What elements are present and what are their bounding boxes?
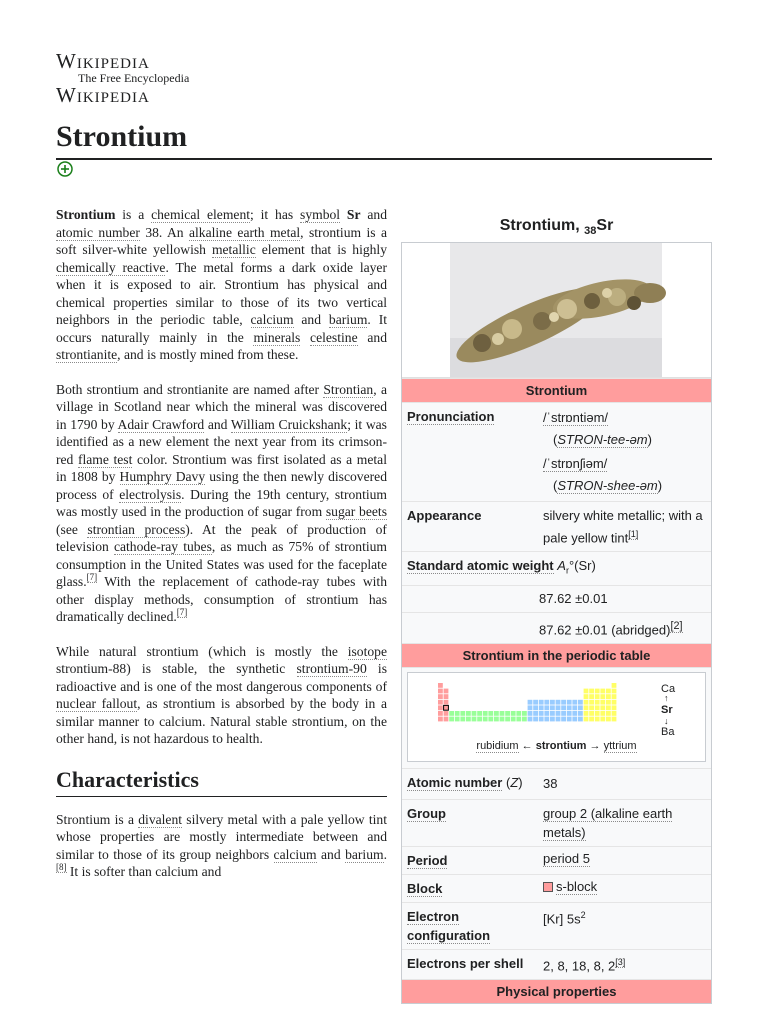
element-cell [483,711,488,716]
atomic-number-value: 38 [543,776,558,792]
element-cell [584,717,589,722]
element-cell [572,706,577,711]
row-atomic-number: Atomic number (Z) 38 [402,768,711,799]
element-cell [449,717,454,722]
row-block [402,874,711,902]
element-cell [516,711,521,716]
element-cell [544,711,549,716]
s-block-color-icon [543,882,553,892]
element-cell [483,717,488,722]
element-cell [444,717,449,722]
atomic-weight-value: 87.62 ±0.01 [402,585,711,612]
element-cell [606,717,611,722]
element-cell [477,711,482,716]
element-cell [589,717,594,722]
element-cell [589,700,594,705]
element-cell [589,689,594,694]
standard-atomic-weight-label[interactable]: Standard atomic weight [407,558,554,574]
citation-7[interactable]: [7] [86,572,98,583]
element-cell [612,717,617,722]
electrons-per-shell-label: Electrons per shell [407,956,524,972]
element-cell [544,717,549,722]
element-cell [572,711,577,716]
link-cathode-ray-tubes[interactable]: cathode-ray tubes [113,539,212,554]
element-cell [550,711,555,716]
logo-wordmark: Wikipedia [56,49,150,73]
section-heading-characteristics: Characteristics [56,766,199,792]
link-barium-2[interactable]: barium [345,846,384,862]
row-appearance [402,501,711,551]
block-value-link[interactable]: s-block [556,879,598,895]
period-value-link[interactable]: period 5 [543,851,590,867]
article-body [56,206,387,898]
element-cell [511,711,516,716]
element-cell [466,711,471,716]
element-cell [550,700,555,705]
neighbor-right-yttrium[interactable]: yttrium [603,740,637,753]
element-cell [511,717,516,722]
element-cell [455,717,460,722]
link-symbol[interactable]: symbol [300,207,341,222]
title-divider [56,158,712,160]
element-cell [494,711,499,716]
element-cell [500,711,505,716]
citation-8[interactable]: [8] [56,862,67,873]
link-isotope[interactable]: isotope [347,643,387,659]
periodic-table-section [402,667,711,768]
element-cell [438,689,443,694]
element-cell [584,689,589,694]
electron-configuration-label[interactable]: Electron configuration [407,909,491,944]
link-strontium-90[interactable]: strontium-90 [296,661,367,676]
link-chemically-reactive[interactable]: chemically reactive [56,259,166,275]
element-cell [505,711,510,716]
electrons-per-shell-value: 2, 8, 18, 8, 2 [543,958,616,974]
row-pronunciation: Pronunciation /ˈstrɒntiəm/ (STRON-tee-əm) /ˈstrɒnʃiəm/ (STRON-shee-əm) [402,402,711,501]
element-cell [544,700,549,705]
link-flame-test[interactable]: flame test [77,451,133,467]
element-cell [533,711,538,716]
element-cell [444,694,449,699]
element-cell [556,706,561,711]
characteristics-paragraph: Strontium is a divalent silvery metal with a pale yellow tint whose properties are mostly intermediate between and similar to those of its group neighbors calcium and barium.[8] It is softer than calcium and [56,811,387,879]
element-cell [550,706,555,711]
element-cell [600,700,605,705]
element-cell [612,700,617,705]
element-cell [522,717,527,722]
neighbor-left-rubidium[interactable]: rubidium [476,740,519,753]
row-period [402,846,711,874]
element-cell [466,717,471,722]
element-cell [567,706,572,711]
element-cell [444,711,449,716]
link-adair-crawford[interactable]: Adair Crawford [117,416,205,432]
ipa-pronunciation-1[interactable]: /ˈstrɒntiəm/ [543,410,609,425]
row-electrons-per-shell [402,949,711,978]
neighbor-below-barium[interactable]: Ba [661,726,675,739]
element-cell [612,694,617,699]
link-william-cruickshank[interactable]: William Cruickshank [230,416,348,432]
element-cell [539,706,544,711]
element-cell [584,700,589,705]
neighbor-above-calcium[interactable]: Ca [661,683,676,696]
link-humphry-davy[interactable]: Humphry Davy [119,469,206,484]
expand-plus-icon[interactable] [57,161,73,177]
element-cell [612,683,617,688]
element-cell [505,717,510,722]
page-title: Strontium [56,120,188,153]
pronunciation-label[interactable]: Pronunciation [407,409,495,424]
link-barium[interactable]: barium [328,312,368,327]
element-cell [516,717,521,722]
row-group [402,799,711,846]
element-cell [561,700,566,705]
intro-paragraph-2: Both strontium and strontianite are named after Strontian, a village in Scotland near which the mineral was discovered in 1790 by Adair Crawford and William Cruickshank; it was identified as a new element the next year from its crimson-red flame test color. Strontium was first isolated as a metal in 1808 by Humphry Davy using the then newly discovered process of electrolysis. During the 19th century, strontium was mostly used in the production of sugar from sugar beets (see strontian process). At the peak of production of television cathode-ray tubes, as much as 75% of strontium consumption in the United States was used for the faceplate glass.[7] With the replacement of cathode-ray tubes with other display methods, consumption of strontium has dramatically declined.[7] [56,381,387,624]
arrow-down-icon: ↓ [664,716,669,727]
infobox [401,210,712,1004]
element-cell [584,711,589,716]
element-cell [595,711,600,716]
element-cell [500,717,505,722]
block-label[interactable]: Block [407,881,443,897]
link-atomic-number[interactable]: atomic number [56,224,140,240]
strontium-crystal-image [402,243,711,377]
appearance-value: silvery white metallic; with a pale yellow tint [543,508,703,546]
element-cell [477,717,482,722]
link-minerals[interactable]: minerals [253,329,301,345]
element-cell [567,717,572,722]
element-cell [539,711,544,716]
element-cell [449,711,454,716]
atomic-number-label[interactable]: Atomic number [407,775,503,791]
strontium-cell [444,706,449,711]
element-cell [589,711,594,716]
link-chemical-element[interactable]: chemical element [151,207,251,222]
element-cell [589,694,594,699]
intro-paragraph-1: Strontium is a chemical element; it has symbol Sr and atomic number 38. An alkaline earth metal, strontium is a soft silver-white yellowish metallic element that is highly chemically reactive. The metal forms a dark oxide layer when it is exposed to air. Strontium has physical and chemical properties similar to those of its two vertical neighbors in the periodic table, calcium and barium. It occurs naturally mainly in the minerals celestine and strontianite, and is mostly mined from these. [56,207,388,362]
element-cell [438,700,443,705]
element-cell [578,711,583,716]
element-cell [606,711,611,716]
link-strontian-process[interactable]: strontian process [87,521,186,537]
element-cell [522,711,527,716]
arrow-up-icon: ↑ [664,693,669,704]
element-cell [438,717,443,722]
element-cell [600,694,605,699]
current-element-name: strontium [535,740,587,753]
element-cell [589,706,594,711]
element-cell [438,694,443,699]
element-cell [533,717,538,722]
element-cell [606,689,611,694]
element-cell [438,711,443,716]
infobox-header-periodic-table [402,643,711,667]
element-cell [600,706,605,711]
element-cell [544,706,549,711]
element-cell [550,717,555,722]
element-cell [488,711,493,716]
element-cell [572,717,577,722]
ipa-pronunciation-2[interactable]: /ˈstrɒnʃiəm/ [543,456,608,471]
link-alkaline-earth-metal[interactable]: alkaline earth metal [188,224,301,240]
link-sugar-beets[interactable]: sugar beets [325,504,387,519]
element-cell [561,711,566,716]
periodic-table-link[interactable]: Strontium in the periodic table [462,648,651,664]
link-calcium-2[interactable]: calcium [273,846,317,862]
element-cell [600,689,605,694]
link-strontianite[interactable]: strontianite [56,347,118,362]
element-cell [438,706,443,711]
link-metallic[interactable]: metallic [211,242,256,257]
element-cell [595,694,600,699]
logo-tagline: The Free Encyclopedia [78,71,190,85]
element-cell [556,717,561,722]
element-cell [460,717,465,722]
element-cell [578,717,583,722]
element-cell [556,700,561,705]
element-cell [561,706,566,711]
element-cell [600,711,605,716]
citation-3[interactable]: [3] [615,957,626,968]
element-cell [612,706,617,711]
atomic-weight-abridged: 87.62 ±0.01 (abridged)[2] [402,612,711,643]
element-cell [472,711,477,716]
element-cell [567,700,572,705]
element-cell [595,706,600,711]
element-cell [539,717,544,722]
periodic-neighbors-row: rubidium ← strontium → yttrium [476,740,637,753]
strontium-photo[interactable] [402,243,711,378]
element-cell [444,689,449,694]
element-cell [584,694,589,699]
element-cell [561,717,566,722]
element-cell [595,689,600,694]
infobox-caption: Strontium, $_{38}$Sr [499,217,614,238]
element-cell [600,717,605,722]
respelling-1[interactable]: STRON-tee-əm [557,432,648,447]
element-cell [438,683,443,688]
infobox-header-physical-properties: Physical properties [402,979,711,1003]
element-cell [556,711,561,716]
element-cell [444,700,449,705]
group-value-link[interactable]: group 2 (alkaline earth metals) [543,806,673,841]
respelling-2[interactable]: STRON-shee-əm [557,478,658,493]
element-cell [572,700,577,705]
citation-2[interactable]: [2] [670,619,683,632]
element-cell [533,706,538,711]
link-divalent[interactable]: divalent [138,811,183,827]
intro-paragraph-3: While natural strontium (which is mostly the isotope strontium-88) is stable, the synthetic strontium-90 is radioactive and is one of the most dangerous components of nuclear fallout, as strontium is absorbed by the body in a similar manner to calcium. Natural stable strontium, on the other hand, is not hazardous to health. [56,643,387,746]
element-cell [606,694,611,699]
section-divider [56,796,387,797]
element-cell [567,711,572,716]
element-cell [578,706,583,711]
logo-wordmark-secondary: Wikipedia [56,83,150,107]
element-cell [533,700,538,705]
element-cell [460,711,465,716]
element-cell [494,717,499,722]
appearance-label: Appearance [407,508,482,523]
element-cell [488,717,493,722]
element-cell [539,700,544,705]
element-cell [528,700,533,705]
link-strontian[interactable]: Strontian [323,381,374,397]
current-element-strontium: Sr [661,704,673,717]
element-cell [472,717,477,722]
element-cell [606,700,611,705]
element-cell [528,711,533,716]
wikipedia-logo[interactable] [56,50,189,106]
element-cell [455,711,460,716]
link-nuclear-fallout[interactable]: nuclear fallout [56,696,138,711]
element-cell [595,700,600,705]
element-cell [578,700,583,705]
group-label[interactable]: Group [407,806,446,822]
citation-1[interactable]: [1] [628,529,639,539]
element-cell [606,706,611,711]
row-standard-atomic-weight: Standard atomic weight $A_r^\circ(Sr)$ [402,551,711,585]
element-cell [612,689,617,694]
link-calcium[interactable]: calcium [250,312,294,327]
link-celestine[interactable]: celestine [310,329,358,345]
element-cell [595,717,600,722]
period-label[interactable]: Period [407,853,448,869]
element-cell [584,706,589,711]
element-cell [528,706,533,711]
row-electron-configuration: Electron configuration [Kr] $5s^2$ [402,902,711,949]
element-cell [612,711,617,716]
infobox-header-name: Strontium [402,378,711,402]
electron-configuration-value: [Kr] 5s [543,911,581,927]
citation-7-repeat[interactable]: [7] [176,607,188,618]
link-electrolysis[interactable]: electrolysis [119,486,182,502]
periodic-table-mini[interactable] [407,672,706,762]
element-cell [528,717,533,722]
